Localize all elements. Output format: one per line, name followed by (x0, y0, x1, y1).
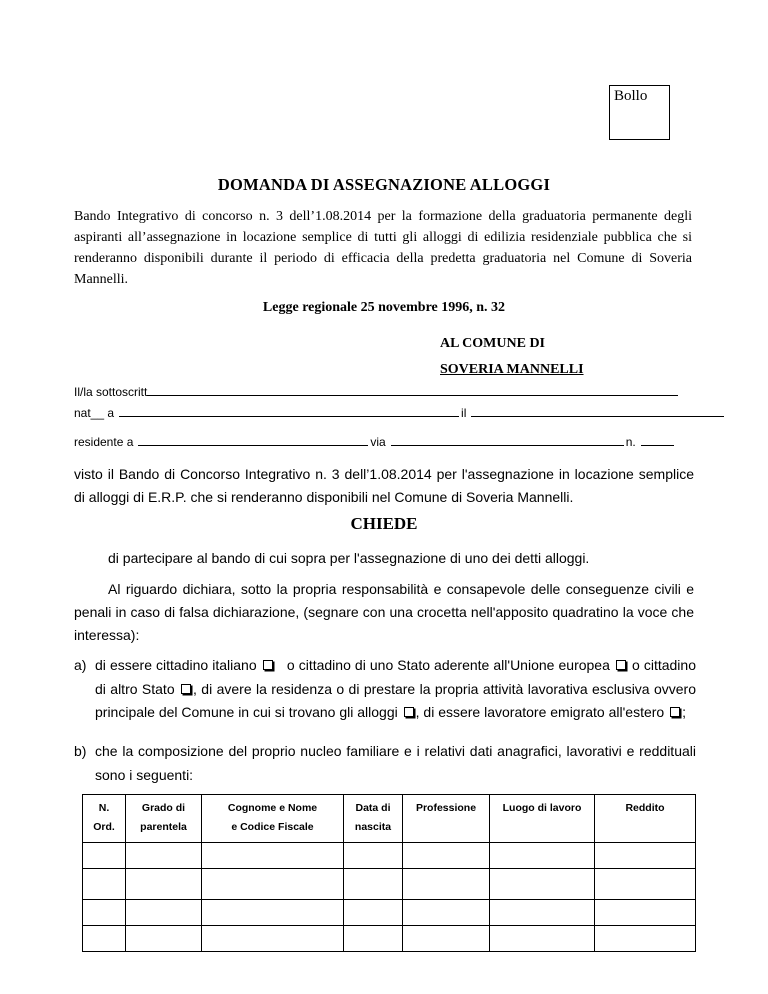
resident-label: residente a (74, 435, 134, 449)
partecipare-paragraph: di partecipare al bando di cui sopra per l'assegnazione di uno dei detti alloggi. (108, 550, 590, 566)
residence-city-field[interactable] (138, 434, 368, 446)
family-composition-table (82, 794, 696, 952)
checkbox-eu-citizen[interactable] (616, 660, 626, 670)
item-a (74, 654, 696, 725)
recipient-line2: SOVERIA MANNELLI (440, 362, 584, 377)
dichiara-paragraph: Al riguardo dichiara, sotto la propria responsabilità e consapevole delle conseguenze civili e penali in caso di falsa dichiarazione, (segnare con una crocetta nell'apposito quadratino la voce che interessa): (74, 581, 694, 643)
item-a-label: a) (74, 657, 87, 673)
birth-place-field[interactable] (119, 405, 459, 417)
checkbox-emigrant-worker[interactable] (670, 707, 680, 717)
born-label: nat__ a (74, 406, 115, 420)
signer-name-field[interactable] (147, 384, 678, 396)
checkbox-residence-work[interactable] (404, 707, 414, 717)
checkbox-other-state-citizen[interactable] (181, 684, 191, 694)
item-a-text-5: , di essere lavoratore emigrato all'estero (415, 704, 665, 720)
document-title: DOMANDA DI ASSEGNAZIONE ALLOGGI (217, 175, 551, 194)
checkbox-italian-citizen[interactable] (263, 660, 273, 670)
header-cell-workplace: Luogo di lavoro (490, 795, 595, 843)
item-b (74, 740, 696, 787)
item-a-text-6: ; (682, 704, 686, 720)
intro-paragraph: Bando Integrativo di concorso n. 3 dell’1.08.2014 per la formazione della graduatoria permanente degli aspiranti all’assegnazione in locazione semplice di tutti gli alloggi di edilizia residenziale pubblica che si renderanno disponibili durante il periodo di efficacia della predetta graduatoria nel Comune di Soveria Mannelli. (74, 209, 692, 287)
header-cell-income: Reddito (595, 795, 696, 843)
born-on-label: il (461, 406, 467, 420)
recipient-line1: AL COMUNE DI (440, 336, 546, 351)
visto-paragraph: visto il Bando di Concorso Integrativo n. 3 dell’1.08.2014 per l'assegnazione in locazione semplice di alloggi di E.R.P. che si renderanno disponibili nel Comune di Soveria Mannelli. (74, 466, 694, 505)
item-a-text-3: o cittadino di altro Stato (95, 657, 696, 697)
table-row (83, 900, 696, 926)
header-cell-number: N. Ord. (83, 795, 126, 843)
number-label: n. (625, 435, 636, 449)
header-cell-birth-date: Data di nascita (344, 795, 403, 843)
header-cell-name-fiscal-code: Cognome e Nome e Codice Fiscale (202, 795, 344, 843)
stamp-label: Bollo (614, 88, 648, 104)
item-b-label: b) (74, 743, 87, 759)
birth-line (74, 405, 726, 420)
item-a-text-2: o cittadino di uno Stato aderente all'Unione europea (286, 657, 610, 673)
law-reference: Legge regionale 25 novembre 1996, n. 32 (262, 300, 506, 315)
signer-line (74, 384, 680, 399)
header-cell-profession: Professione (403, 795, 490, 843)
item-a-text-4: , di avere la residenza o di prestare la propria attività lavorativa esclusiva ovvero principale del Comune in cui si trovano gli alloggi (95, 680, 697, 720)
item-b-text: che la composizione del proprio nucleo familiare e i relativi dati anagrafici, lavorativi e reddituali sono i seguenti: (95, 743, 696, 783)
table-row (83, 926, 696, 952)
street-field[interactable] (391, 434, 624, 446)
via-label: via (370, 435, 386, 449)
residence-line (74, 434, 676, 449)
signer-label: Il/la sottoscritt (74, 385, 148, 399)
item-a-text-1: di essere cittadino italiano (95, 657, 257, 673)
street-number-field[interactable] (641, 434, 674, 446)
header-cell-relationship: Grado di parentela (126, 795, 202, 843)
table-row (83, 869, 696, 900)
stamp-box (609, 85, 670, 140)
chiede-heading: CHIEDE (350, 514, 418, 533)
table-header-row (83, 795, 696, 843)
table-row (83, 843, 696, 869)
birth-date-field[interactable] (471, 405, 724, 417)
